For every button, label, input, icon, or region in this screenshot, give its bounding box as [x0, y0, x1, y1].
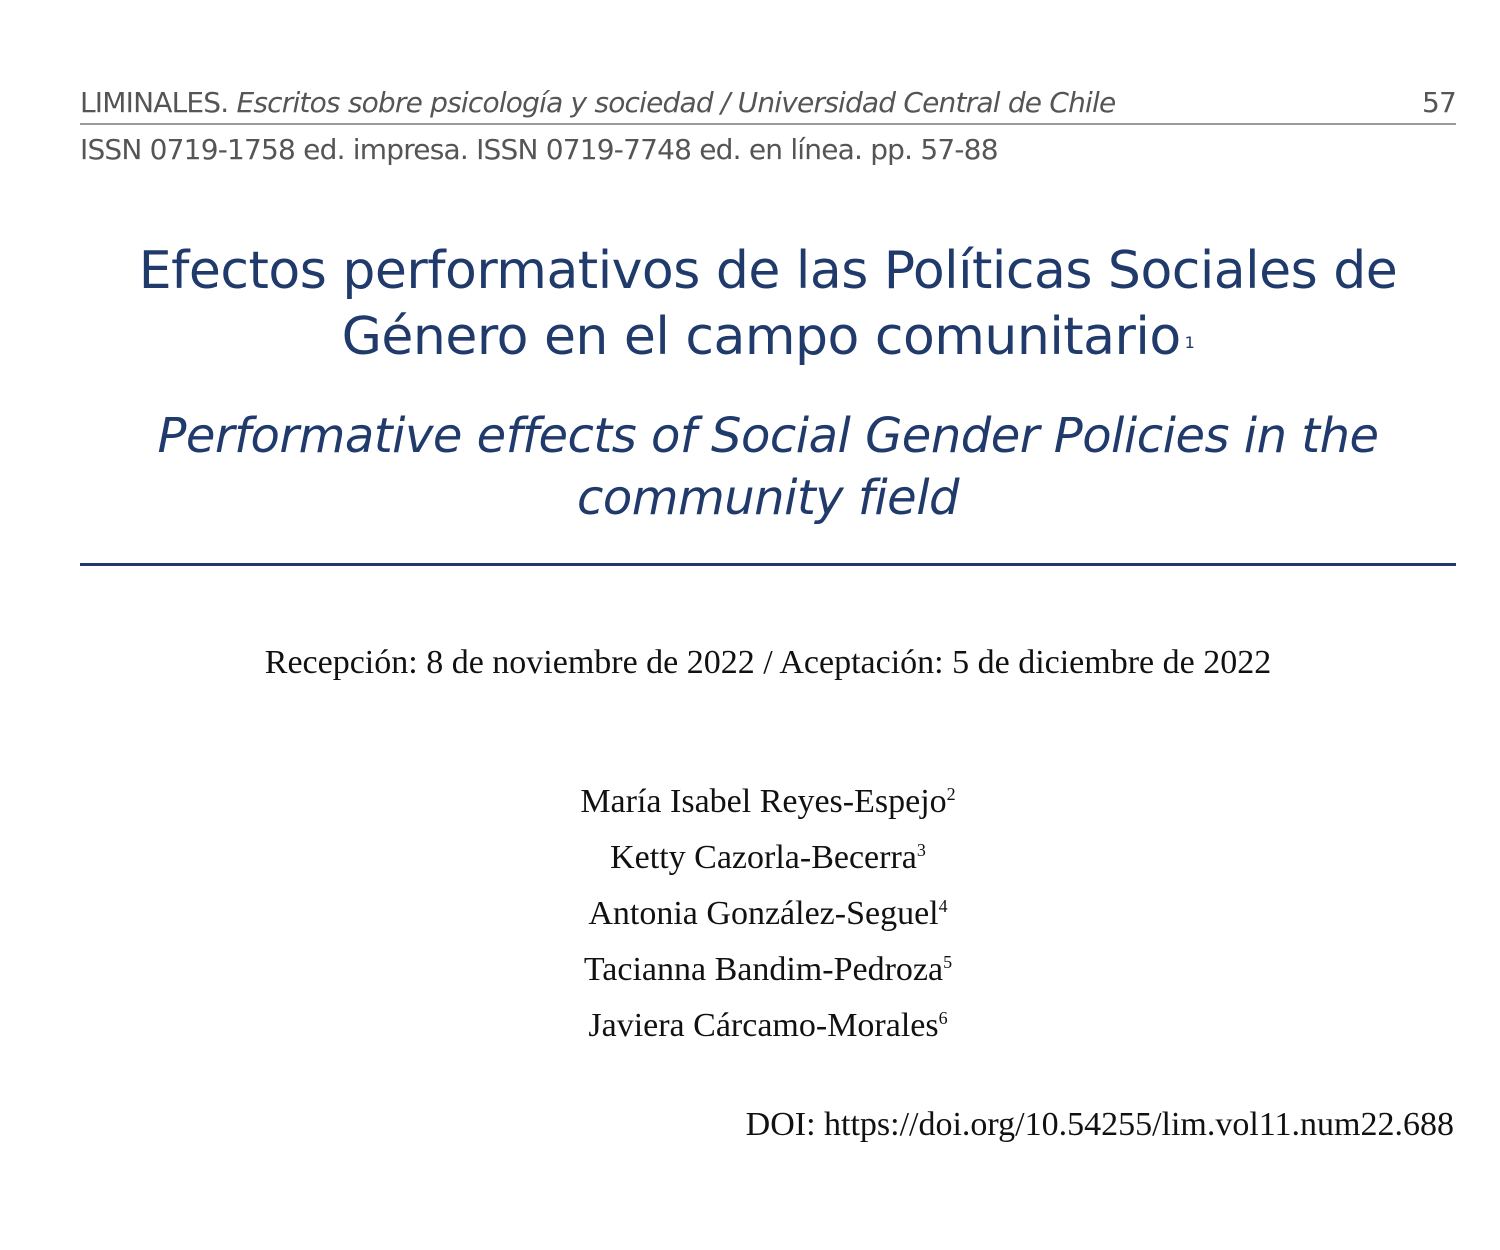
author-list	[80, 770, 1456, 1050]
issn-line: ISSN 0719-1758 ed. impresa. ISSN 0719-7748 ed. en línea. pp. 57-88	[80, 133, 998, 166]
journal-name: LIMINALES.	[80, 86, 229, 119]
reception-acceptance-dates: Recepción: 8 de noviembre de 2022 / Aceptación: 5 de diciembre de 2022	[264, 644, 1272, 681]
author-footnote-marker[interactable]: 5	[943, 952, 953, 972]
author	[80, 826, 1456, 882]
author	[80, 938, 1456, 994]
doi-link[interactable]: DOI: https://doi.org/10.54255/lim.vol11.num22.688	[745, 1106, 1454, 1143]
title-footnote-marker[interactable]: 1	[1184, 333, 1195, 352]
title-en-line-1: Performative effects of Social Gender Policies in the	[157, 408, 1379, 464]
author-name: Antonia González-Seguel	[588, 895, 939, 932]
author-footnote-marker[interactable]: 6	[938, 1008, 948, 1028]
author-name: María Isabel Reyes-Espejo	[580, 783, 947, 820]
author	[80, 994, 1456, 1050]
author-footnote-marker[interactable]: 4	[938, 896, 948, 916]
author-name: Tacianna Bandim-Pedroza	[583, 951, 944, 988]
title-divider	[80, 563, 1456, 566]
author-name: Javiera Cárcamo-Morales	[588, 1007, 939, 1044]
title-en-line-2: community field	[576, 470, 959, 526]
page-number: 57	[1421, 86, 1456, 119]
author-footnote-marker[interactable]: 3	[916, 840, 926, 860]
running-header	[80, 86, 1456, 166]
title-es-line-2	[80, 304, 1456, 376]
author-footnote-marker[interactable]: 2	[946, 784, 956, 804]
author	[80, 770, 1456, 826]
journal-header-line	[80, 86, 1456, 125]
journal-subtitle: Escritos sobre psicología y sociedad / Universidad Central de Chile	[236, 86, 1116, 119]
journal-title	[80, 86, 1115, 119]
title-es-line-1: Efectos performativos de las Políticas Sociales de	[138, 241, 1398, 301]
article-title-english	[80, 405, 1456, 529]
article-title-spanish	[80, 238, 1456, 376]
title-es-line-2-text: Género en el campo comunitario	[341, 307, 1181, 367]
author	[80, 882, 1456, 938]
author-name: Ketty Cazorla-Becerra	[610, 839, 917, 876]
